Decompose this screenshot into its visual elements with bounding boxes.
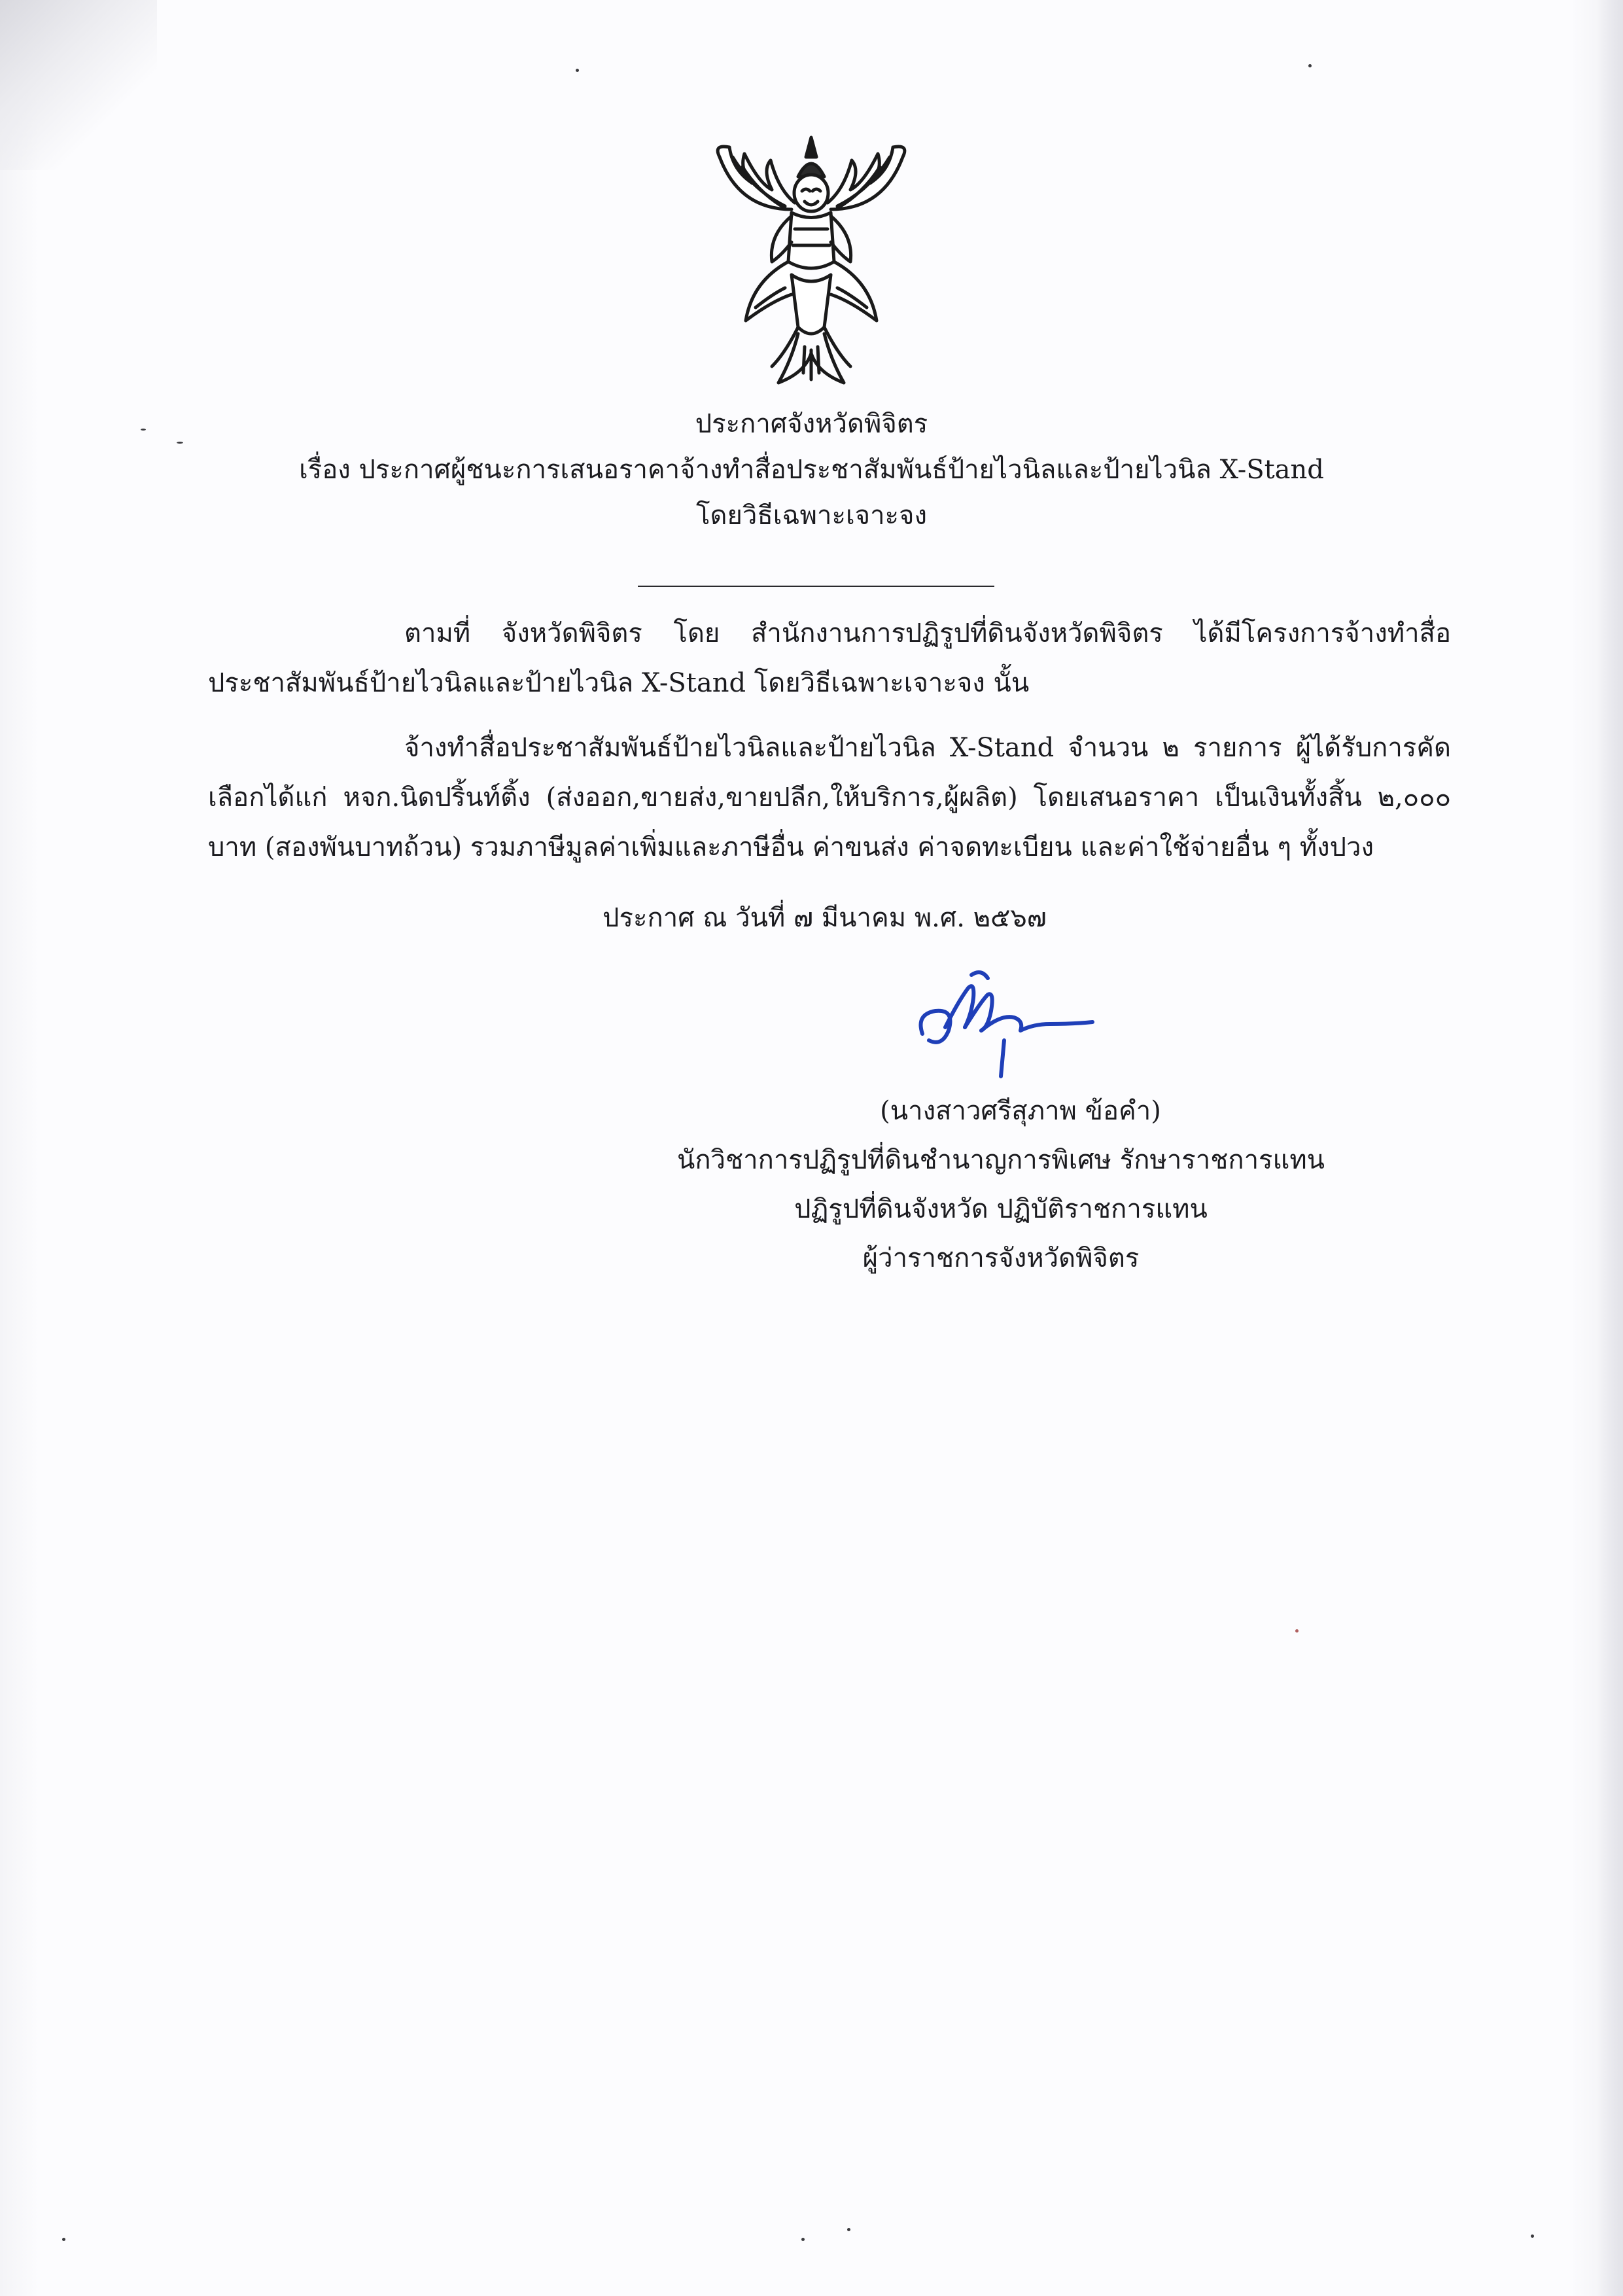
garuda-emblem-icon — [693, 131, 929, 393]
procurement-method: โดยวิธีเฉพาะเจาะจง — [695, 501, 928, 531]
signer-name: (นางสาวศรีสุภาพ ข้อคำ) — [880, 1096, 1161, 1126]
body-paragraph-2 — [208, 723, 1451, 872]
page-fold-shadow — [0, 0, 157, 170]
scan-speck — [1295, 1629, 1299, 1633]
page-edge-shadow — [1597, 0, 1623, 2296]
announcement-title: ประกาศจังหวัดพิจิตร — [695, 409, 928, 439]
handwritten-signature-icon — [909, 962, 1106, 1093]
body-paragraph-2-text: จ้างทำสื่อประชาสัมพันธ์ป้ายไวนิลและป้ายไวนิล X-Stand จำนวน ๒ รายการ ผู้ได้รับการคัดเลือกได้แก่ หจก.นิดปริ้นท์ติ้ง (ส่งออก,ขายส่ง,ขายปลีก,ให้บริการ,ผู้ผลิต) โดยเสนอราคา เป็นเงินทั้งสิ้น ๒,๐๐๐ บาท (สองพันบาทถ้วน) รวมภาษีมูลค่าเพิ่มและภาษีอื่น ค่าขนส่ง ค่าจดทะเบียน และค่าใช้จ่ายอื่น ๆ ทั้งปวง — [208, 733, 1451, 862]
signer-position-2: ปฏิรูปที่ดินจังหวัด ปฏิบัติราชการแทน — [794, 1194, 1208, 1224]
announcement-date: ประกาศ ณ วันที่ ๗ มีนาคม พ.ศ. ๒๕๖๗ — [602, 903, 1047, 933]
signer-position-3: ผู้ว่าราชการจังหวัดพิจิตร — [862, 1243, 1140, 1273]
scan-speck — [576, 69, 579, 72]
scan-speck — [847, 2228, 850, 2231]
body-paragraph-1 — [208, 609, 1451, 708]
title-divider — [638, 586, 994, 587]
scan-speck — [177, 442, 183, 444]
scan-speck — [1531, 2234, 1534, 2238]
announcement-subject: เรื่อง ประกาศผู้ชนะการเสนอราคาจ้างทำสื่อประชาสัมพันธ์ป้ายไวนิลและป้ายไวนิล X-Stand — [299, 455, 1324, 485]
scan-speck — [801, 2238, 805, 2241]
scan-speck — [1308, 64, 1312, 67]
scan-speck — [62, 2238, 65, 2241]
signer-position-1: นักวิชาการปฏิรูปที่ดินชำนาญการพิเศษ รักษาราชการแทน — [676, 1145, 1325, 1175]
body-paragraph-1-text: ตามที่ จังหวัดพิจิตร โดย สำนักงานการปฏิรูปที่ดินจังหวัดพิจิตร ได้มีโครงการจ้างทำสื่อประชาสัมพันธ์ป้ายไวนิลและป้ายไวนิล X-Stand โดยวิธีเฉพาะเจาะจง นั้น — [208, 618, 1451, 698]
scan-speck — [141, 429, 146, 431]
